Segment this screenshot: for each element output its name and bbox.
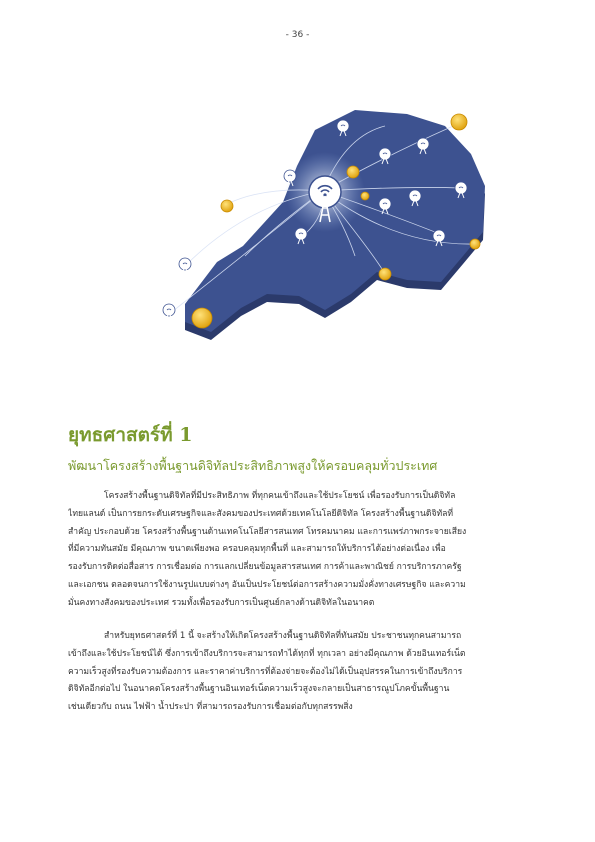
strategy-heading: ยุทธศาสตร์ที่ 1: [68, 424, 193, 446]
paragraph-line: สำคัญ ประกอบด้วย โครงสร้างพื้นฐานด้านเทคโนโลยีสารสนเทศ โทรคมนาคม และการแพร่ภาพกระจายเสียง: [68, 526, 467, 537]
page-number: - 36 -: [285, 30, 310, 40]
paragraph-2: [68, 628, 528, 717]
paragraph-line: สำหรับยุทธศาสตร์ที่ 1 นี้ จะสร้างให้เกิดโครงสร้างพื้นฐานดิจิทัลที่ทันสมัย ประชาชนทุกคนสามารถ: [104, 631, 462, 641]
paragraph-line: โครงสร้างพื้นฐานดิจิทัลที่มีประสิทธิภาพ ที่ทุกคนเข้าถึงและใช้ประโยชน์ เพื่อรองรับการเป็นดิจิทัล: [104, 491, 456, 501]
paragraph-line: เข้าถึงและใช้ประโยชน์ได้ ซึ่งการเข้าถึงบริการจะสามารถทำได้ทุกที่ ทุกเวลา อย่างมีคุณภาพ ด้วยอินเทอร์เน็ต: [68, 648, 466, 659]
paragraph-line: ความเร็วสูงที่รองรับความต้องการ และราคาค่าบริการที่ต้องจ่ายจะต้องไม่ได้เป็นอุปสรรคในการเข้าถึงบริการ: [68, 666, 463, 677]
paragraph-line: รองรับการติดต่อสื่อสาร การเชื่อมต่อ การแลกเปลี่ยนข้อมูลสารสนเทศ การค้าและพาณิชย์ การบริการภาครัฐ: [68, 562, 462, 573]
paragraph-line: เช่นเดียวกับ ถนน ไฟฟ้า น้ำประปา ที่สามารถรองรับการเชื่อมต่อกับทุกสรรพสิ่ง: [68, 702, 353, 713]
paragraph-line: ที่มีความทันสมัย มีคุณภาพ ขนาดเพียงพอ ครอบคลุมทุกพื้นที่ และสามารถให้บริการได้อย่างต่อเนื่อง เพื่อ: [68, 544, 446, 555]
paragraph-line: มั่นคงทางสังคมของประเทศ รวมทั้งเพื่อรองรับการเป็นศูนย์กลางด้านดิจิทัลในอนาคต: [68, 597, 375, 608]
paragraph-1: [68, 488, 528, 613]
paragraph-line: ไทยแลนด์ เป็นการยกระดับเศรษฐกิจและสังคมของประเทศด้วยเทคโนโลยีดิจิทัล โครงสร้างพื้นฐานดิจิทัลที่: [68, 508, 454, 519]
paragraph-line: ดิจิทัลอีกต่อไป ในอนาคตโครงสร้างพื้นฐานอินเทอร์เน็ตความเร็วสูงจะกลายเป็นสาธารณูปโภคขั้นพื้นฐาน: [68, 684, 450, 695]
paragraph-line: และเอกชน ตลอดจนการใช้งานรูปแบบต่างๆ อันเป็นประโยชน์ต่อการสร้างความมั่งคั่งทางเศรษฐกิจ และความ: [68, 579, 466, 590]
thailand-digital-network-illustration: [145, 96, 490, 341]
strategy-subheading: พัฒนาโครงสร้างพื้นฐานดิจิทัลประสิทธิภาพสูงให้ครอบคลุมทั่วประเทศ: [68, 458, 438, 473]
